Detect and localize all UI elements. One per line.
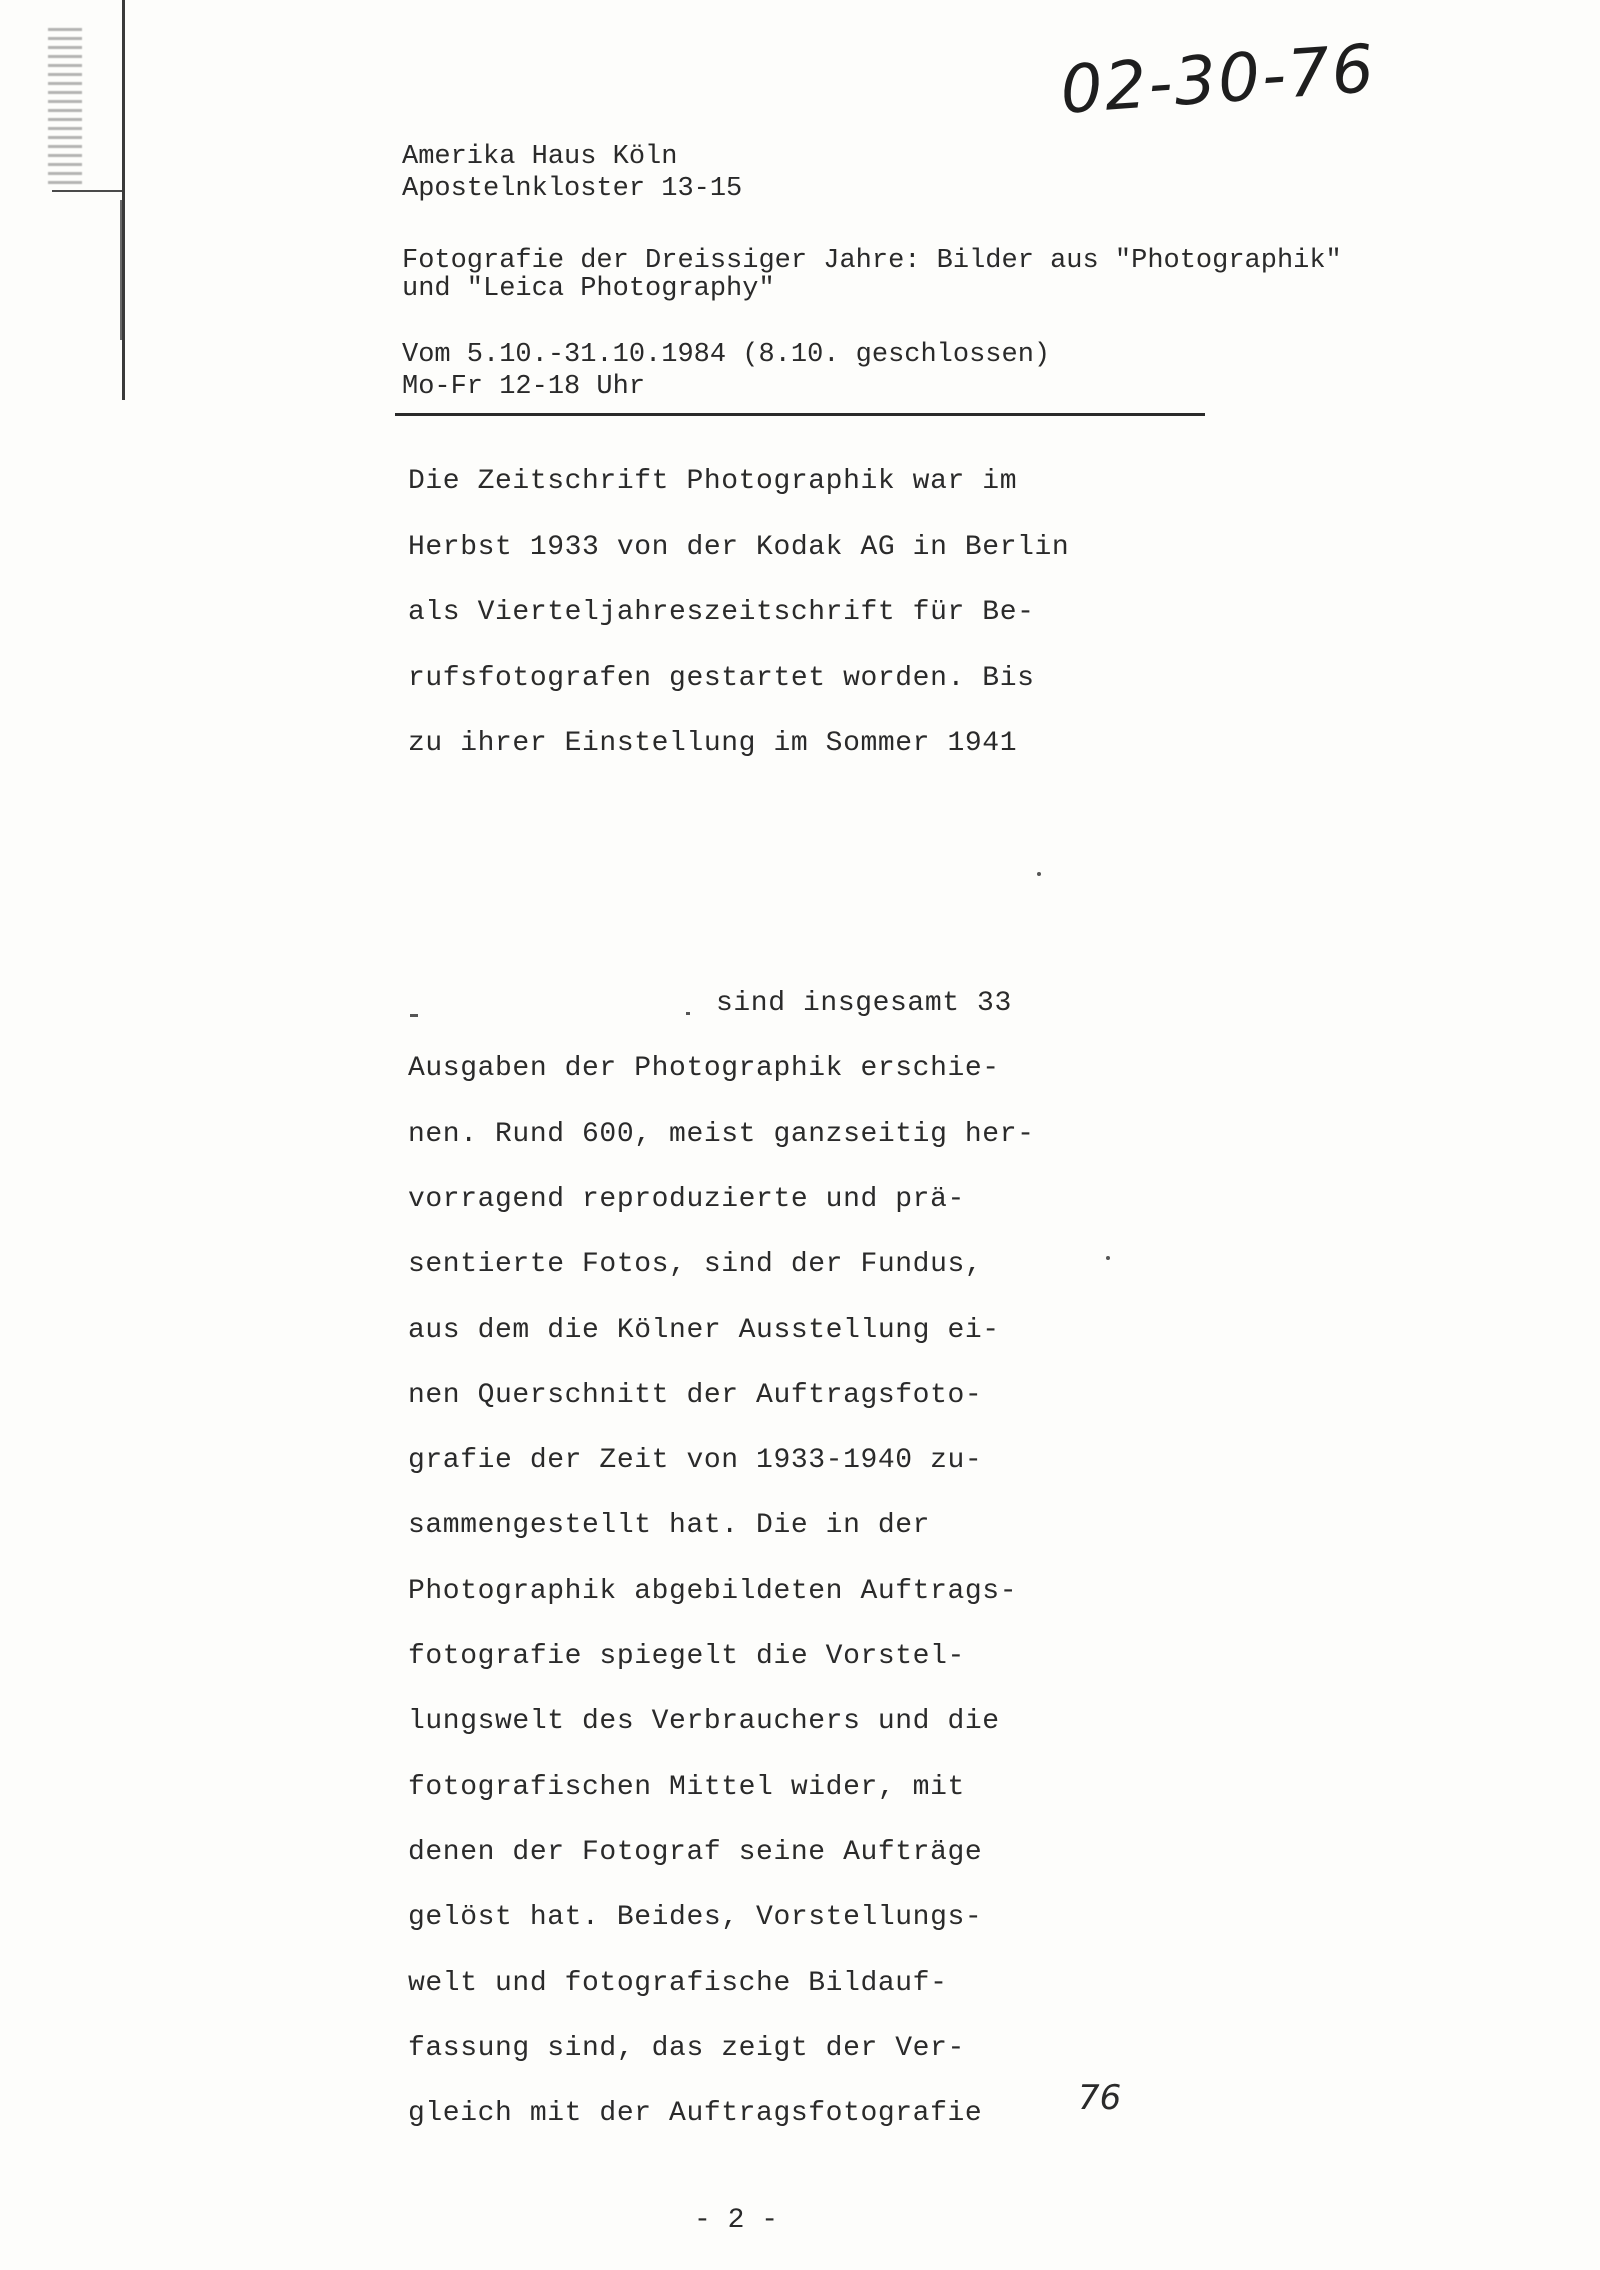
body-line: aus dem die Kölner Ausstellung ei- [408,1314,1000,1346]
body-line: fassung sind, das zeigt der Ver- [408,2032,965,2064]
stray-mark [686,1012,690,1015]
body-line: vorragend reproduzierte und prä- [408,1183,965,1215]
exhibition-title-line-2: und "Leica Photography" [402,274,775,304]
body-line: zu ihrer Einstellung im Sommer 1941 [408,728,1018,759]
margin-annotation: 76 [1078,2078,1122,2118]
body-line: sentierte Fotos, sind der Fundus, [408,1249,983,1281]
venue-name: Amerika Haus Köln [402,142,678,172]
body-line: lungswelt des Verbrauchers und die [408,1706,1000,1738]
exhibition-dates: Vom 5.10.-31.10.1984 (8.10. geschlossen) [402,340,1051,370]
body-line: Herbst 1933 von der Kodak AG in Berlin [408,531,1070,563]
binding-edge-line-secondary [120,200,122,340]
body-line: nen Querschnitt der Auftragsfoto- [408,1379,983,1411]
body-line: fotografie spiegelt die Vorstel- [408,1641,965,1672]
body-line: sind insgesamt 33 [716,988,1012,1019]
body-line: Ausgaben der Photographik erschie- [408,1053,1000,1085]
body-line: rufsfotografen gestartet worden. Bis [408,662,1035,694]
exhibition-title-line-1: Fotografie der Dreissiger Jahre: Bilder aus "Photographik" [402,246,1342,276]
body-line: welt und fotografische Bildauf- [408,1967,948,1999]
body-line: grafie der Zeit von 1933-1940 zu- [408,1445,983,1477]
body-line: als Vierteljahreszeitschrift für Be- [408,597,1035,628]
body-line: nen. Rund 600, meist ganzseitig her- [408,1118,1035,1150]
binding-edge-line [122,0,125,400]
binding-smudge [48,28,82,188]
body-line: sammengestellt hat. Die in der [408,1510,931,1542]
body-line: Photographik abgebildeten Auftrags- [408,1575,1018,1607]
body-line: Die Zeitschrift Photographik war im [408,466,1018,497]
body-line: fotografischen Mittel wider, mit [408,1771,965,1803]
page-number: - 2 - [694,2205,779,2236]
stray-mark [1106,1256,1110,1260]
stray-mark [410,1014,418,1017]
body-line: gleich mit der Auftragsfotografie [408,2098,983,2130]
binding-tick-mark [52,190,122,192]
stray-mark [1037,872,1041,876]
opening-hours: Mo-Fr 12-18 Uhr [402,372,646,402]
body-line: denen der Fotograf seine Aufträge [408,1836,983,1868]
header-divider [395,413,1205,416]
body-line: gelöst hat. Beides, Vorstellungs- [408,1902,983,1934]
venue-address: Apostelnkloster 13-15 [402,174,743,204]
handwritten-date: 02-30-76 [1058,29,1379,129]
